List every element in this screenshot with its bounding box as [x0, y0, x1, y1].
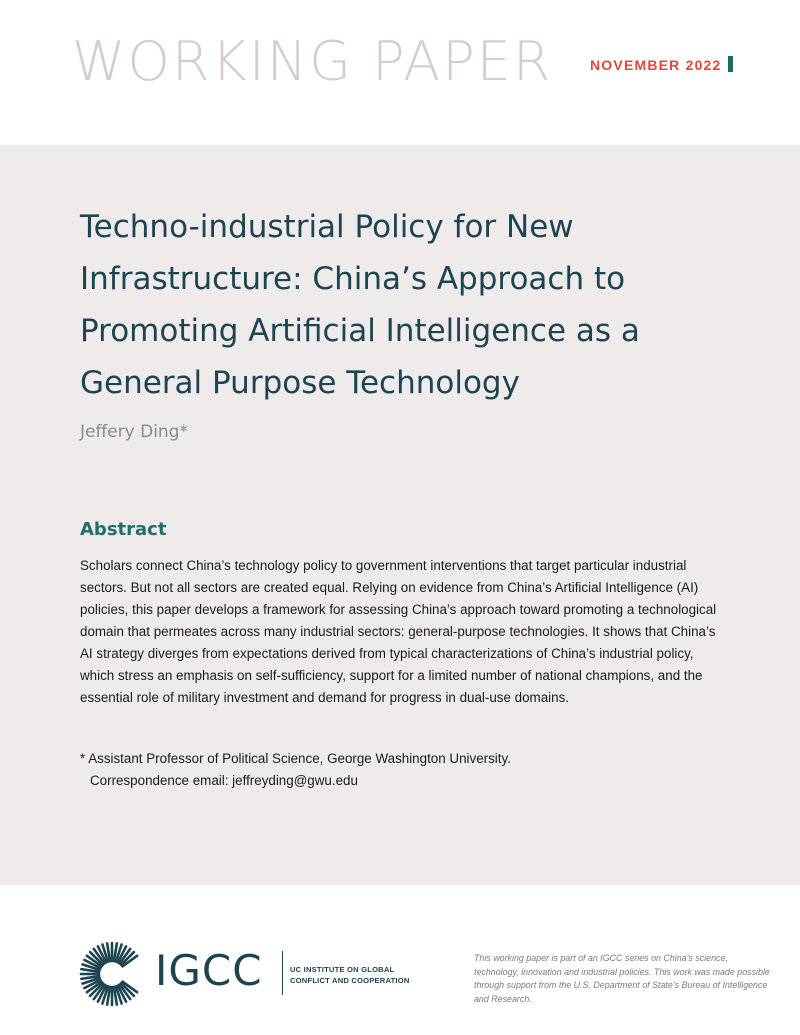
working-paper-label: WORKING PAPER	[72, 30, 553, 93]
igcc-logo-text: IGCC	[155, 946, 263, 995]
igcc-name-line-2: CONFLICT AND COOPERATION	[290, 976, 410, 985]
publication-date: NOVEMBER 2022	[590, 57, 722, 73]
abstract-heading: Abstract	[80, 519, 167, 540]
footer	[0, 885, 800, 1035]
logo-divider	[282, 951, 283, 995]
author-footnote	[80, 748, 730, 792]
igcc-full-name	[290, 964, 410, 986]
abstract-text: Scholars connect China’s technology policy to government interventions that target particular industrial sectors. But not all sectors are created equal. Relying on evidence from China’s Artificial Intelligence (AI) policies, this paper develops a framework for assessing China’s approach toward promoting a technological domain that permeates across many industrial sectors: general-purpose technologies. It shows that China’s AI strategy diverges from expectations derived from typical characterizations of China’s industrial policy, which stress an emphasis on self-sufficiency, support for a limited number of national champions, and the essential role of military investment and demand for progress in dual-use domains.	[80, 558, 717, 705]
author-name: Jeffery Ding*	[80, 422, 188, 442]
igcc-sunburst-logo-icon	[78, 940, 146, 1008]
header	[0, 0, 800, 145]
cover-panel	[0, 145, 800, 885]
date-accent-bar	[728, 56, 733, 72]
footnote-affiliation: * Assistant Professor of Political Science, George Washington University.	[80, 751, 511, 766]
igcc-name-line-1: UC INSTITUTE ON GLOBAL	[290, 965, 395, 974]
funding-note: This working paper is part of an IGCC series on China’s science, technology, innovation and industrial policies. This work was made possible through support from the U.S. Department of State’s Bureau of Intelligence and Research.	[474, 953, 770, 1004]
footnote-email: Correspondence email: jeffreyding@gwu.edu	[90, 773, 358, 788]
paper-title: Techno-industrial Policy for New Infrastructure: China’s Approach to Promoting Artificial Intelligence as a General Purpose Technology	[80, 209, 640, 401]
